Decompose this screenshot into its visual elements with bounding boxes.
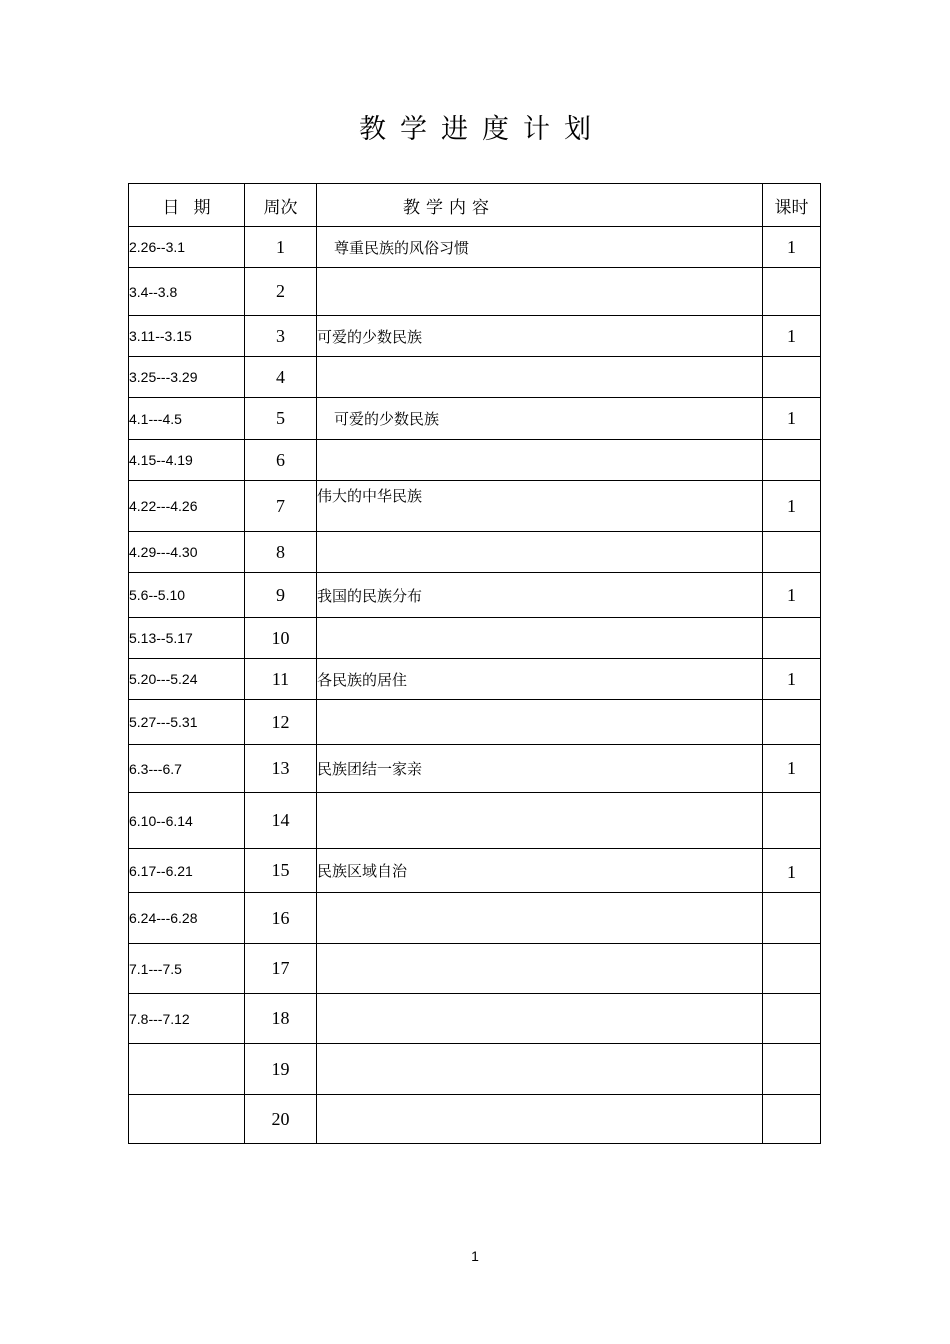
table-row (129, 618, 821, 659)
week-cell: 3 (245, 316, 317, 357)
content-cell (317, 994, 763, 1044)
week-cell: 16 (245, 893, 317, 944)
hours-cell (763, 532, 821, 573)
content-cell (317, 357, 763, 398)
header-hours: 课时 (763, 184, 821, 227)
week-cell: 10 (245, 618, 317, 659)
schedule-table (128, 183, 821, 1144)
date-cell: 5.6--5.10 (129, 573, 245, 618)
content-cell: 可爱的少数民族 (317, 398, 763, 440)
hours-cell (763, 793, 821, 849)
table-row (129, 1044, 821, 1095)
table-row (129, 659, 821, 700)
content-cell: 可爱的少数民族 (317, 316, 763, 357)
hours-cell (763, 944, 821, 994)
hours-cell: 1 (763, 481, 821, 532)
week-cell: 5 (245, 398, 317, 440)
date-cell: 3.4--3.8 (129, 268, 245, 316)
content-cell: 尊重民族的风俗习惯 (317, 227, 763, 268)
page-number: 1 (471, 1248, 479, 1264)
content-cell: 民族区域自治 (317, 849, 763, 893)
week-cell: 11 (245, 659, 317, 700)
week-cell: 6 (245, 440, 317, 481)
week-cell: 18 (245, 994, 317, 1044)
content-cell: 伟大的中华民族 (317, 481, 763, 532)
hours-cell: 1 (763, 316, 821, 357)
date-cell: 4.22---4.26 (129, 481, 245, 532)
hours-cell: 1 (763, 745, 821, 793)
date-cell: 6.17--6.21 (129, 849, 245, 893)
content-cell (317, 440, 763, 481)
table-row (129, 944, 821, 994)
header-week: 周次 (245, 184, 317, 227)
content-cell: 各民族的居住 (317, 659, 763, 700)
table-row (129, 793, 821, 849)
table-row (129, 268, 821, 316)
hours-cell (763, 700, 821, 745)
table-row (129, 532, 821, 573)
table-row (129, 745, 821, 793)
hours-cell (763, 357, 821, 398)
week-cell: 12 (245, 700, 317, 745)
hours-cell (763, 268, 821, 316)
content-cell: 民族团结一家亲 (317, 745, 763, 793)
date-cell: 2.26--3.1 (129, 227, 245, 268)
week-cell: 13 (245, 745, 317, 793)
content-cell (317, 532, 763, 573)
week-cell: 7 (245, 481, 317, 532)
week-cell: 2 (245, 268, 317, 316)
week-cell: 15 (245, 849, 317, 893)
page-title: 教学进度计划 (359, 114, 605, 145)
hours-cell (763, 440, 821, 481)
hours-cell: 1 (763, 849, 821, 893)
week-cell: 14 (245, 793, 317, 849)
date-cell: 5.13--5.17 (129, 618, 245, 659)
date-cell: 4.15--4.19 (129, 440, 245, 481)
table-row (129, 893, 821, 944)
table-row (129, 1095, 821, 1144)
hours-cell: 1 (763, 573, 821, 618)
content-cell (317, 893, 763, 944)
content-cell (317, 1044, 763, 1095)
content-cell (317, 793, 763, 849)
date-cell: 7.1---7.5 (129, 944, 245, 994)
table-row (129, 357, 821, 398)
content-cell (317, 700, 763, 745)
week-cell: 8 (245, 532, 317, 573)
content-cell (317, 268, 763, 316)
date-cell: 5.20---5.24 (129, 659, 245, 700)
table-header-row (129, 184, 821, 227)
table-row (129, 700, 821, 745)
date-cell: 5.27---5.31 (129, 700, 245, 745)
table-row (129, 849, 821, 893)
content-cell: 我国的民族分布 (317, 573, 763, 618)
content-cell (317, 944, 763, 994)
date-cell: 4.1---4.5 (129, 398, 245, 440)
hours-cell (763, 893, 821, 944)
date-cell: 6.10--6.14 (129, 793, 245, 849)
table-row (129, 227, 821, 268)
week-cell: 17 (245, 944, 317, 994)
date-cell: 6.3---6.7 (129, 745, 245, 793)
week-cell: 1 (245, 227, 317, 268)
table-row (129, 398, 821, 440)
date-cell: 4.29---4.30 (129, 532, 245, 573)
date-cell: 3.25---3.29 (129, 357, 245, 398)
date-cell: 3.11--3.15 (129, 316, 245, 357)
hours-cell: 1 (763, 398, 821, 440)
table-row (129, 316, 821, 357)
hours-cell (763, 1095, 821, 1144)
content-cell (317, 1095, 763, 1144)
table-row (129, 440, 821, 481)
table-row (129, 573, 821, 618)
week-cell: 9 (245, 573, 317, 618)
hours-cell (763, 994, 821, 1044)
header-date: 日期 (129, 184, 245, 227)
date-cell: 7.8---7.12 (129, 994, 245, 1044)
hours-cell: 1 (763, 659, 821, 700)
week-cell: 20 (245, 1095, 317, 1144)
table-row (129, 481, 821, 532)
hours-cell (763, 618, 821, 659)
hours-cell (763, 1044, 821, 1095)
header-content: 教学内容 (317, 184, 763, 227)
hours-cell: 1 (763, 227, 821, 268)
content-cell (317, 618, 763, 659)
week-cell: 19 (245, 1044, 317, 1095)
table-row (129, 994, 821, 1044)
date-cell (129, 1044, 245, 1095)
date-cell (129, 1095, 245, 1144)
week-cell: 4 (245, 357, 317, 398)
date-cell: 6.24---6.28 (129, 893, 245, 944)
